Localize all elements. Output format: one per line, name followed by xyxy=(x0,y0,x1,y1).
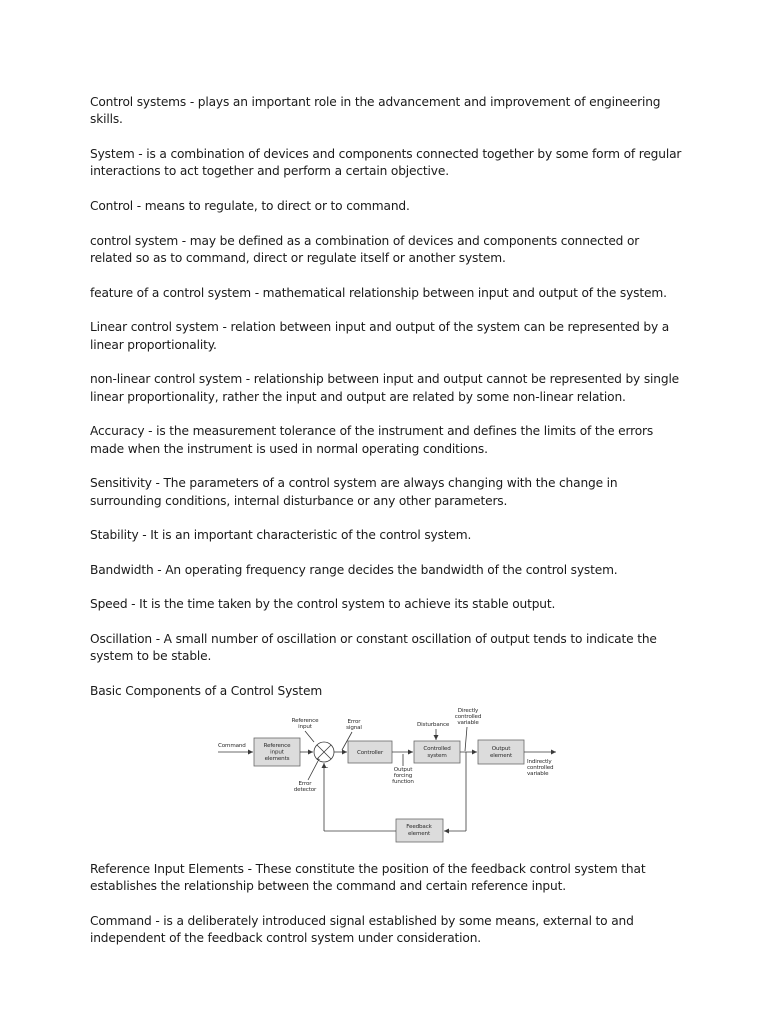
document-body xyxy=(90,94,682,965)
label-indirectly-controlled-variable-2: controlled xyxy=(527,764,554,771)
pointer-directly-controlled-variable xyxy=(465,727,467,751)
label-feedback-element-2: element xyxy=(407,830,431,837)
label-output-forcing-function-1: Output xyxy=(393,766,413,773)
paragraph-control-systems: Control systems - plays an important role in the advancement and improvement of engineering skills. xyxy=(90,95,661,127)
label-error-detector-2: detector xyxy=(293,786,317,793)
label-minus: − xyxy=(324,764,329,771)
label-output-forcing-function-3: function xyxy=(392,778,414,785)
label-disturbance: Disturbance xyxy=(417,721,450,728)
paragraph-accuracy: Accuracy - is the measurement tolerance of the instrument and defines the limits of the errors made when the instrument is used in normal operating conditions. xyxy=(90,424,654,456)
label-directly-controlled-variable-2: controlled xyxy=(454,713,482,720)
paragraph-control: Control - means to regulate, to direct or to command. xyxy=(90,199,410,213)
paragraph-stability: Stability - It is an important characteristic of the control system. xyxy=(90,528,472,543)
label-directly-controlled-variable-1: Directly xyxy=(457,707,479,714)
label-feedback-element-1: Feedback xyxy=(406,823,432,830)
label-controlled-system-2: system xyxy=(427,752,447,759)
paragraph-reference-input-elements: Reference Input Elements - These constitute the position of the feedback control system that establishes the relationship between the command and certain reference input. xyxy=(90,861,646,893)
box-output-element xyxy=(478,740,524,764)
paragraph-oscillation: Oscillation - A small number of oscillation or constant oscillation of output tends to indicate the system to be stable. xyxy=(90,631,657,664)
paragraph-linear: Linear control system - relation between input and output of the system can be represented by a linear proportionality. xyxy=(90,320,670,352)
pointer-error-detector xyxy=(308,761,318,780)
label-reference-input-elements-2: input xyxy=(270,749,284,756)
label-error-detector-1: Error xyxy=(298,780,312,787)
label-command: Command xyxy=(218,742,246,749)
label-reference-input-1: Reference xyxy=(291,717,319,724)
paragraph-system: System - is a combination of devices and components connected together by some form of regular interactions to act together and perform a certain objective. xyxy=(90,147,682,179)
label-controlled-system-1: Controlled xyxy=(423,745,451,752)
pointer-reference-input xyxy=(305,731,314,742)
control-system-block-diagram xyxy=(90,707,682,853)
box-controlled-system xyxy=(414,741,460,763)
label-directly-controlled-variable-3: variable xyxy=(457,719,479,726)
label-reference-input-elements-1: Reference xyxy=(263,742,291,749)
label-output-element-2: element xyxy=(489,752,513,759)
label-error-signal-1: Error xyxy=(347,718,361,725)
label-indirectly-controlled-variable-3: variable xyxy=(527,770,549,777)
section-heading-basic-components: Basic Components of a Control System xyxy=(90,683,323,698)
label-reference-input-2: input xyxy=(298,723,312,730)
label-plus: + xyxy=(316,756,321,763)
block-diagram-svg xyxy=(90,707,682,853)
paragraph-non-linear: non-linear control system - relationship between input and output cannot be represented by single linear proportionality, rather the input and output are related by some non-linear relation. xyxy=(90,372,680,404)
paragraph-bandwidth: Bandwidth - An operating frequency range decides the bandwidth of the control system. xyxy=(90,562,618,577)
paragraph-control-system-definition: control system - may be defined as a combination of devices and components connected or related so as to command, direct or regulate itself or another system. xyxy=(90,233,640,265)
label-error-signal-2: signal xyxy=(346,724,362,731)
paragraph-command: Command - is a deliberately introduced signal established by some means, external to and independent of the feedback control system under consideration. xyxy=(90,913,634,945)
label-indirectly-controlled-variable-1: Indirectly xyxy=(527,758,552,765)
label-reference-input-elements-3: elements xyxy=(264,755,290,762)
label-controller: Controller xyxy=(356,749,384,756)
label-output-forcing-function-2: forcing xyxy=(393,772,413,779)
paragraph-feature: feature of a control system - mathematical relationship between input and output of the system. xyxy=(90,285,667,300)
label-output-element-1: Output xyxy=(491,745,511,752)
paragraph-sensitivity: Sensitivity - The parameters of a control system are always changing with the change in surrounding conditions, internal disturbance or any other parameters. xyxy=(90,476,618,508)
paragraph-speed: Speed - It is the time taken by the control system to achieve its stable output. xyxy=(90,597,556,612)
